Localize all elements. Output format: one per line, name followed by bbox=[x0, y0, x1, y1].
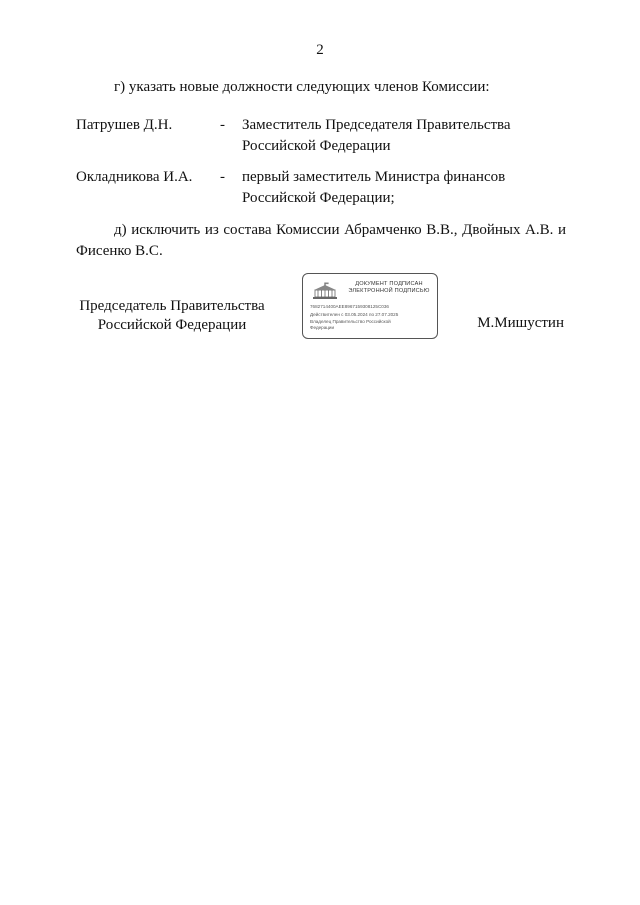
signer-title bbox=[72, 297, 272, 335]
page-number: 2 bbox=[316, 42, 324, 58]
government-building-icon bbox=[311, 282, 339, 300]
member-dash: - bbox=[220, 169, 225, 185]
signer-title-line: Председатель Правительства bbox=[79, 298, 265, 314]
paragraph-d: д) исключить из состава Комиссии Абрамченко В.В., Двойных А.В. и Фисенко В.С. bbox=[76, 222, 566, 259]
member-name: Патрушев Д.Н. bbox=[76, 117, 173, 133]
certificate-serial: 7682714400AEE8967159308125C036 bbox=[310, 304, 389, 309]
member-position bbox=[242, 167, 562, 209]
certificate-validity: Действителен с 03.05.2024 по 27.07.2025 bbox=[310, 312, 399, 317]
member-position bbox=[242, 115, 562, 157]
electronic-signature-stamp bbox=[302, 273, 438, 339]
member-position-line: Российской Федерации; bbox=[242, 190, 395, 206]
stamp-header bbox=[343, 281, 435, 295]
stamp-header-line: ДОКУМЕНТ ПОДПИСАН bbox=[355, 281, 423, 287]
member-position-line: Российской Федерации bbox=[242, 138, 391, 154]
stamp-header-line: ЭЛЕКТРОННОЙ ПОДПИСЬЮ bbox=[348, 288, 430, 294]
paragraph-g: г) указать новые должности следующих членов Комиссии: bbox=[114, 79, 490, 95]
member-position-line: первый заместитель Министра финансов bbox=[242, 169, 506, 185]
member-dash: - bbox=[220, 117, 225, 133]
certificate-owner: Владелец Правительство Российской Федерации bbox=[310, 319, 391, 330]
signer-name: М.Мишустин bbox=[477, 315, 564, 331]
member-position-line: Заместитель Председателя Правительства bbox=[242, 117, 511, 133]
member-name: Окладникова И.А. bbox=[76, 169, 193, 185]
signer-title-line: Российской Федерации bbox=[97, 317, 247, 333]
